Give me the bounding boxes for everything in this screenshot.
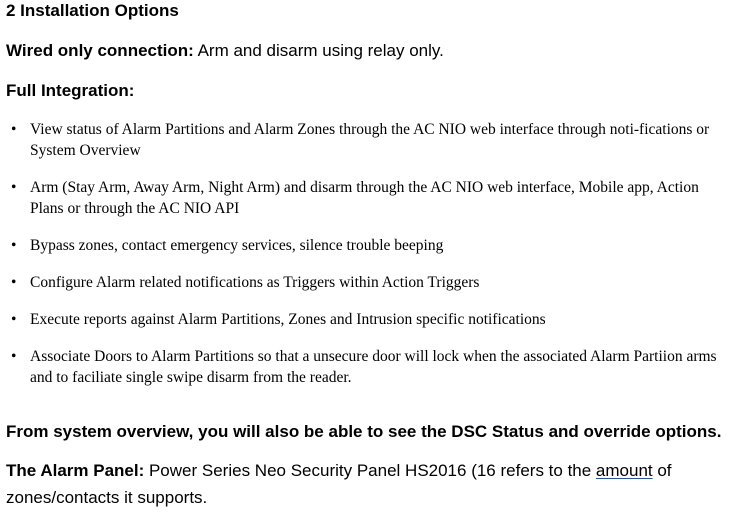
list-item-text: Execute reports against Alarm Partitions, Zones and Intrusion specific notifications — [30, 311, 546, 328]
wired-connection-text: Arm and disarm using relay only. — [193, 41, 444, 60]
list-item-text: Bypass zones, contact emergency services, silence trouble beeping — [30, 237, 444, 254]
underlined-word: amount — [595, 461, 653, 480]
list-item-text: Associate Doors to Alarm Partitions so that a unsecure door will lock when the associated Alarm Partiion arms and to faciliate single swipe disarm from the reader. — [30, 348, 717, 386]
list-item-text: Arm (Stay Arm, Away Arm, Night Arm) and disarm through the AC NIO web interface, Mobile app, Action Plans or through the AC NIO API — [30, 179, 699, 217]
alarm-panel-text-after: of zones/contacts it supports. — [6, 461, 672, 507]
list-item — [0, 346, 744, 388]
list-item-text: View status of Alarm Partitions and Alarm Zones through the AC NIO web interface through noti-fications or System Overview — [30, 121, 710, 159]
section-title: 2 Installation Options — [6, 1, 179, 20]
full-integration-label: Full Integration: — [6, 81, 135, 100]
list-item — [0, 119, 744, 161]
list-item — [0, 235, 744, 256]
list-item — [0, 272, 744, 293]
full-integration-heading — [6, 77, 740, 104]
feature-bullet-list — [0, 119, 744, 388]
list-item — [0, 309, 744, 330]
list-item-text: Configure Alarm related notifications as Triggers within Action Triggers — [30, 274, 480, 291]
list-item — [0, 177, 744, 219]
alarm-panel-paragraph — [6, 457, 740, 511]
alarm-panel-label: The Alarm Panel: — [6, 461, 145, 480]
bullet-icon: • — [11, 179, 17, 196]
wired-connection-label: Wired only connection: — [6, 41, 194, 60]
alarm-panel-text-before: Power Series Neo Security Panel HS2016 (16 refers to the — [144, 461, 596, 480]
bullet-icon: • — [11, 237, 17, 254]
system-overview-paragraph: From system overview, you will also be able to see the DSC Status and override options. — [6, 422, 722, 441]
wired-connection-paragraph — [6, 37, 740, 64]
bullet-icon: • — [11, 348, 17, 365]
bullet-icon: • — [11, 311, 17, 328]
bullet-icon: • — [11, 121, 17, 138]
bullet-icon: • — [11, 274, 17, 291]
